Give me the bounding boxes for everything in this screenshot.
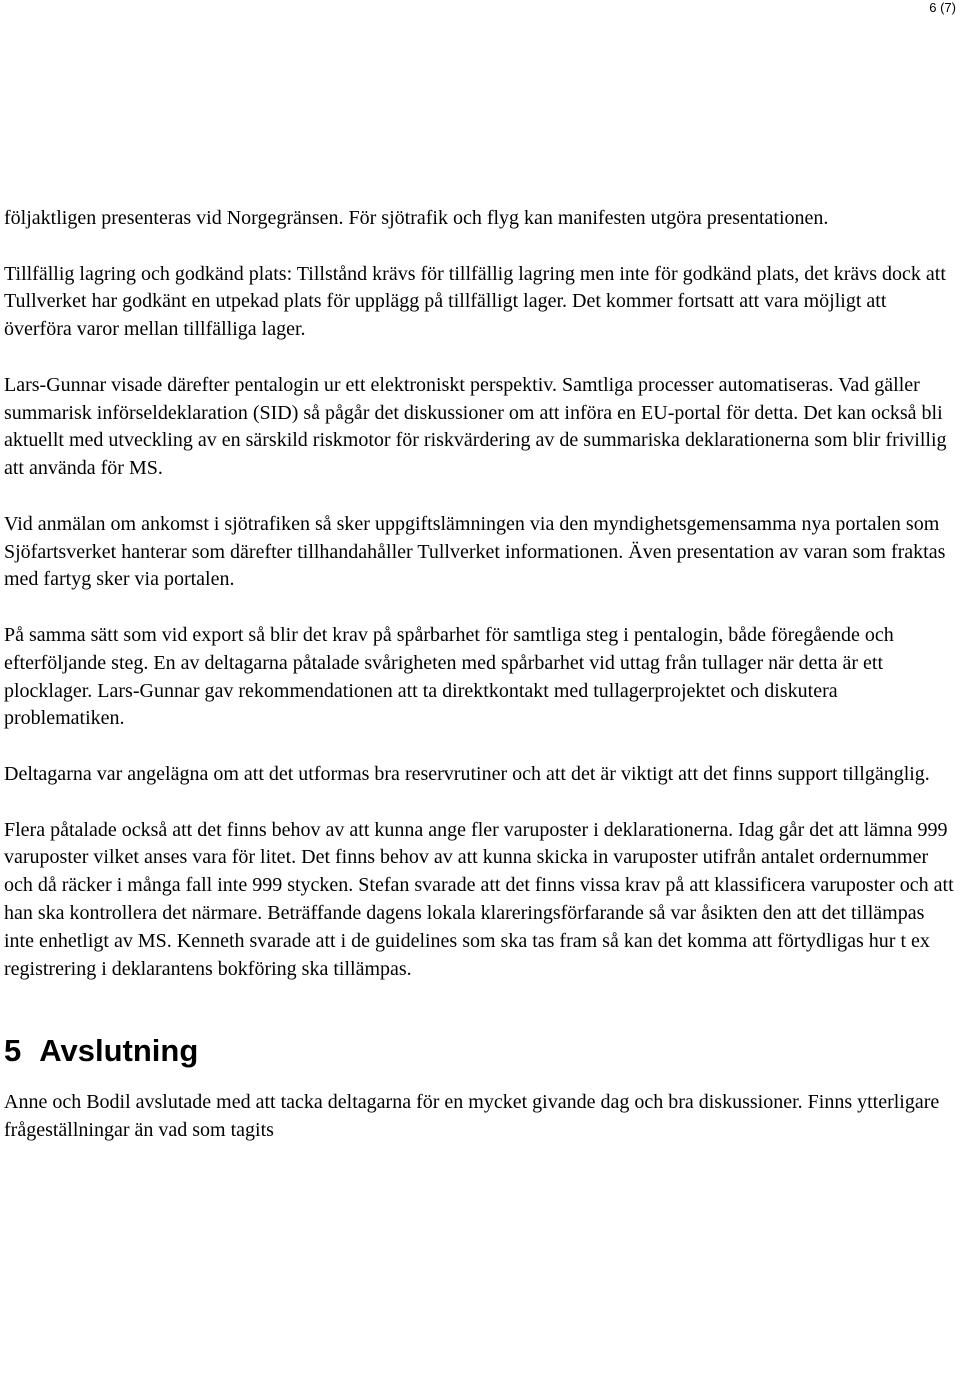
section-number: 5 <box>4 1033 22 1069</box>
document-body <box>4 205 954 1145</box>
paragraph-electronic-perspective: Lars-Gunnar visade därefter pentalogin ur ett elektroniskt perspektiv. Samtliga processer automatiseras. Vad gäller summarisk införseldeklaration (SID) så pågår det diskussioner om att införa en EU-portal för detta. Det kan också bli aktuellt med utveckling av en särskild riskmotor för riskvärdering av de summariska deklarationerna som blir frivillig att använda för MS. <box>4 373 947 480</box>
paragraph-temporary-storage: Tillfällig lagring och godkänd plats: Tillstånd krävs för tillfällig lagring men inte för godkänd plats, det krävs dock att Tullverket har godkänt en utpekad plats för upplägg på tillfälligt lager. Det kommer fortsatt att vara möjligt att överföra varor mellan tillfälliga lager. <box>4 262 946 341</box>
page-number: 6 (7) <box>929 0 956 15</box>
section-heading <box>4 1033 954 1069</box>
paragraph-manifest: följaktligen presenteras vid Norgegränsen. För sjötrafik och flyg kan manifesten utgöra presentationen. <box>4 207 829 229</box>
paragraph-backup-routines: Deltagarna var angelägna om att det utformas bra reservrutiner och att det är viktigt att det finns support tillgänglig. <box>4 762 930 785</box>
paragraph-closing: Anne och Bodil avslutade med att tacka deltagarna för en mycket givande dag och bra diskussioner. Finns ytterligare frågeställningar än vad som tagits <box>4 1091 940 1142</box>
section-title: Avslutning <box>39 1033 199 1069</box>
paragraph-arrival-notification: Vid anmälan om ankomst i sjötrafiken så sker uppgiftslämningen via den myndighetsgemensamma nya portalen som Sjöfartsverket hanterar som därefter tillhandahåller Tullverket informationen. Även presentation av varan som fraktas med fartyg sker via portalen. <box>4 512 946 591</box>
paragraph-traceability: På samma sätt som vid export så blir det krav på spårbarhet för samtliga steg i pentalogin, både föregående och efterföljande steg. En av deltagarna påtalade svårigheten med spårbarhet vid uttag från tullager när detta är ett plocklager. Lars-Gunnar gav rekommendationen att ta direktkontakt med tullagerprojektet och diskutera problematiken. <box>4 623 894 730</box>
paragraph-goods-items: Flera påtalade också att det finns behov av att kunna ange fler varuposter i deklarationerna. Idag går det att lämna 999 varuposter vilket anses vara för litet. Det finns behov av att kunna skicka in varuposter utifrån antalet ordernummer och då räcker i många fall inte 999 stycken. Stefan svarade att det finns vissa krav på att klassificera varuposter och att han ska kontrollera det närmare. Beträffande dagens lokala klareringsförfarande så var åsikten den att det tillämpas inte enhetligt av MS. Kenneth svarade att i de guidelines som ska tas fram så kan det komma att förtydligas hur t ex registrering i deklarantens bokföring ska tillämpas. <box>4 818 954 980</box>
